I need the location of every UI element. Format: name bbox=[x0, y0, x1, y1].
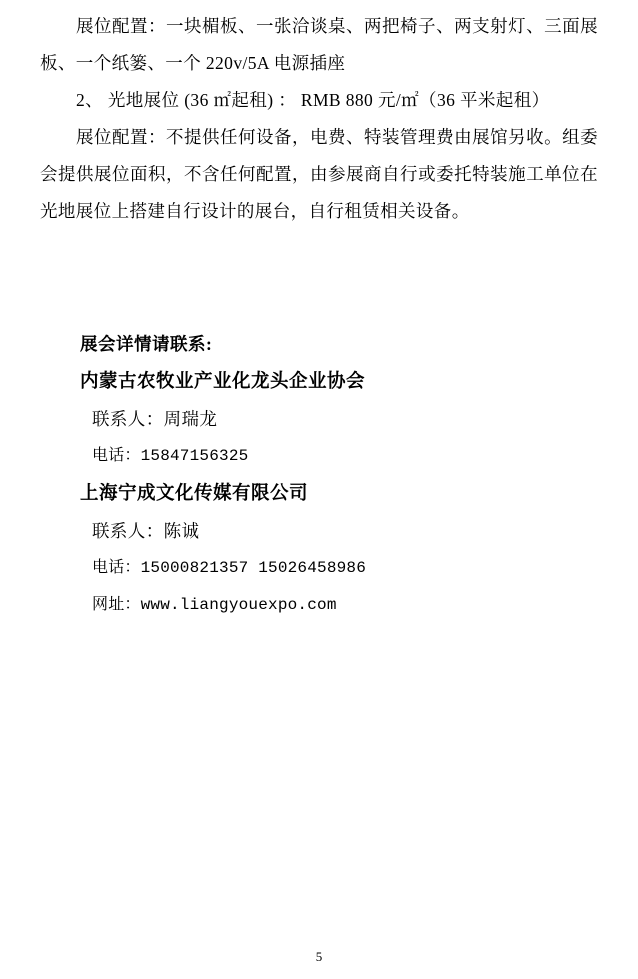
spacer bbox=[40, 230, 598, 326]
paragraph-booth-config-standard: 展位配置：一块楣板、一张洽谈桌、两把椅子、两支射灯、三面展板、一个纸篓、一个 220v/5A 电源插座 bbox=[40, 16, 598, 73]
contact-organization-2: 上海宁成文化传媒有限公司 bbox=[80, 484, 309, 504]
page-number: 5 bbox=[315, 949, 323, 964]
contact-person-2: 联系人：陈诚 bbox=[92, 521, 200, 541]
contact-heading: 展会详情请联系: bbox=[80, 334, 213, 354]
contact-phone-2: 电话：15000821357 15026458986 bbox=[92, 559, 367, 577]
body-text-block bbox=[40, 0, 598, 230]
paragraph-booth-config-raw-space: 展位配置：不提供任何设备，电费、特装管理费由展馆另收。组委会提供展位面积，不含任何配置，由参展商自行或委托特装施工单位在光地展位上搭建自行设计的展台，自行租赁相关设备。 bbox=[40, 127, 598, 221]
contact-section bbox=[40, 326, 598, 624]
contact-phone-1: 电话：15847156325 bbox=[92, 447, 249, 465]
contact-person-1: 联系人：周瑞龙 bbox=[92, 409, 218, 429]
contact-organization-1: 内蒙古农牧业产业化龙头企业协会 bbox=[80, 372, 366, 392]
paragraph-raw-space-price: 2、 光地展位 (36 ㎡起租) ： RMB 880 元/㎡（36 平米起租） bbox=[76, 90, 550, 110]
contact-website: 网址：www.liangyouexpo.com bbox=[92, 596, 337, 614]
